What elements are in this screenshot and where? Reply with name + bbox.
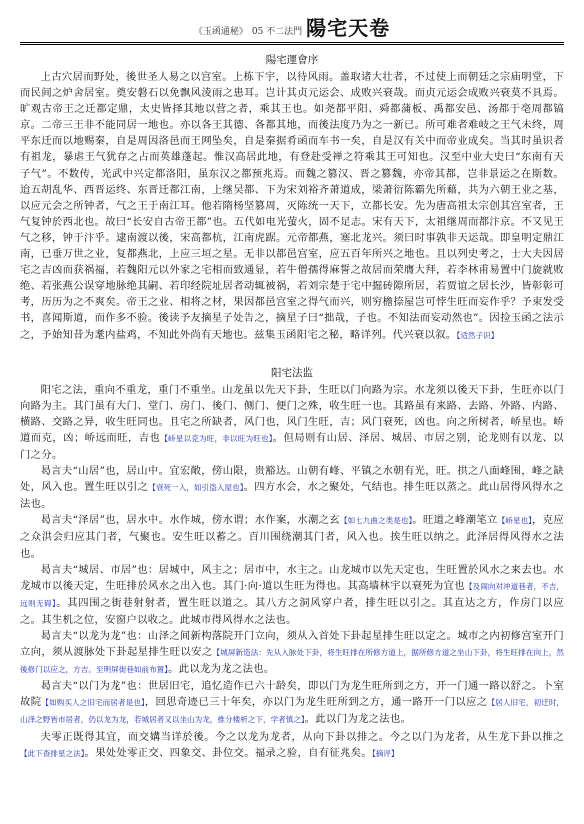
paragraph-text: ，克应之众洪会归应其门者，气聚也。安生旺以蓄之。百川围绕潮其门者，风入也。挨生旺以纳之。此泽居得风得水之法也。 [20,514,565,560]
header-rule [20,42,564,45]
page-title: 陽宅天卷 [306,16,391,40]
paragraph-text: 。其四围之街巷射射者，置生旺以道之。其八方之洞风穿户者，排生旺以引之。其直达之方，作房门以应之。其生机之位，安窗户以收之。此城市得风得水之法也。 [20,596,564,626]
section1-note: 【适然子识】 [456,330,499,340]
annotation-note: 【居人旧宅，初迁时，山泽之野皆市居者，仍以龙为龙，若城居者又以坐山为龙，推分楼析之下，学者慎之】 [20,698,565,725]
annotation-note: 【及闹向对冲道巷者，不吉，远则无碍】 [20,581,564,608]
paragraph-text: 阳宅之法，重向不重龙，重门不重坐。山龙虽以先天下卦，生旺以门向路为宗。水龙须以後天下卦，生旺亦以门向路为主。其门虽有大门、堂门、房门、後门、侧门、便门之殊，收生旺一也。其路虽有来路、去路、外路、内路、横路、交路之异，收生旺同也。且宅之所缺者，风门也，风门生旺，吉；风门衰死，凶也。向之所树者，峤星也。峤道而克，凶；峤远而旺，吉也 [20,383,564,444]
section2-paragraph-4 [20,562,564,628]
section2-paragraph-2 [20,463,564,512]
section2-paragraph-3 [20,512,564,561]
section2-paragraph-1 [20,382,564,463]
paragraph-text: 。旺道之峰潮笔立 [412,514,498,527]
book-name: 《玉函通秘》 [193,27,248,37]
page-header [20,0,564,42]
paragraph-text: 曷言夫“泽居”也，居水中。水作城，傍水谓；水作案，水潮之玄 [40,514,340,527]
annotation-note: 【此下查排星之法】 [20,748,85,758]
annotation-note: 【如七九曲之类是也】 [339,516,413,526]
paragraph-text: 曷言夫“以龙为龙”也：山泽之间新构落院开门立向，须从入首处下卦起星排生旺以定之。城市之内初修宫室开门立向，须从渡脉处下卦起星排生旺以安之 [20,630,564,659]
paragraph-text: 。果处处零正交、四象交、卦位交。福录之验，自有征兆矣。 [84,746,373,759]
section2-paragraph-6 [20,678,564,728]
paragraph-text: 。四方水会，水之聚处，气结也。排生旺以蒸之。此山居得风得水之法也。 [20,481,565,511]
section1-title: 陽宅運會序 [265,54,319,66]
section2-paragraph-5 [20,628,564,678]
paragraph-text: ，回思奇迹已三十年矣，亦以门为龙生旺所到之方，通一路开一门以应之 [144,696,488,709]
annotation-note: 【城屏新造法：先从入脉处下卦，将生旺排在所修方道上，据所修方道之坐山下卦，将生旺排在向上，然後修门以应之，方吉。至明屏街巷如前布置】 [20,648,564,675]
annotation-note: 【峤星以克为旺，非以旺为旺也】 [160,433,273,443]
annotation-note: 【摘评】 [372,748,399,758]
annotation-note: 【峤星也】 [497,516,533,526]
paragraph-text: 曷言夫“以门为龙”也：世居旧宅，追忆造作已六十龄矣，即以门为龙生旺所到之方，开一门通一路以舒之。卜室故院 [20,680,564,709]
annotation-note: 【衰死一入，如引盗入屋也】 [148,483,244,493]
section2-title: 阳宅法监 [271,366,313,379]
paragraph-text: 曷言夫“山居”也，居山中。宜宏敞，傍山限，贵豁达。山朝有峰、平镇之水朝有光，旺。拱之八面峰围，峰之缺处，风入也。置生旺以引之 [20,465,564,494]
paragraph-text: 。但局则有山居、泽居、城居、市居之别，论龙则有以龙、以门之分。 [20,431,564,461]
section2-paragraph-7 [20,729,564,762]
paragraph-text: 。此以门为龙之法也。 [304,713,412,726]
annotation-note: 【如购买人之旧宅而居者是也】 [41,698,145,708]
section1-body [20,69,564,344]
chapter-label: 05 不二法門 [251,27,303,37]
section1-text: 上古穴居而野处，後世圣人易之以宫室。上栋下宇，以待风雨。盖取诸大壮者，不过使上而朝廷之宗庙明堂，下而民间之炉舍居室。奠安磐石以免飘风淩雨之患耳。岂计其贞元运会、成败兴衰哉。而贞元运会成败兴衰莫不具焉。旷观古帝王之迁都定鼎，太史皆择其地以营之者，乘其王也。如尧都平阳、舜都蒲板、禹都安邑、汤都于亳周都镐京。二帝三王非不能同居一地也。亦以各王其德、各都其地，而後法度乃为之一新已。所可难者难岐之王气未终，周平东迁而以地赐秦，自是周因洛邑而王网坠矣，自是秦据肴函而车书一矣，自是汉有关中而帝业成矣。当其时虽识者有祖龙，暴虐王气犹存之占而英雄蓬起。惟汉高居此地，有登赴受禅之符乘其王可知也。汉至中业大史曰“东南有天子气”。不数传，光武中兴定都洛阳，虽东汉之都预兆焉。而魏之篡汉、晋之篡魏，亦帝其都，岂非景运之在斯数。迨五胡乱华、西晋运终、东晋迁都江南，上继吴都、下为宋刘裕齐萧道成，梁萧衍陈霸先所藉，共为六朝王业之基，以应元会之所钟者，气之王于南江耳。他若隋杨坚篡周，灭陈统一天下，立都长安。先为唐高祖太宗创其宫室者，王气复钟於西北也。故曰“长安自古帝王都”也。五代如电光萤火，固不足志。宋有天下，太祖继周而都汴京。不又见王气之移，钟于汴乎。逮南渡以後，宋高都杭，江南虎踞。元帝都燕，塞北龙兴。须曰时事孰非天运哉。即皇明定鼎江南，已垂万世之业，复都燕北，上应三垣之星。无非以都邑宫室，应五百年所兴之地也。且以列史考之，士大夫因居宅之吉凶而获祸福，若魏阳元以外家之宅相而致通显，若牛僧孺得麻誓之故居而荣膺大拜，若李林甫易置中门旋就败绝、若张燕公误穿地脉绝其嗣、若印经院址居者动辄被祸，若刘宗楚于宅中掘砖隙所居，若贾谊之居长沙，皆彰彰可考，历历为之不爽矣。帝王之业、相将之材，果因都邑宫室之得气而兴，则穷檐捺屋岂可悖生旺而妄作乎？予束发受书，喜闻斯道，而作多不验。後读予友摘星子处告之，摘星子曰“拙哉，子也。不知法而妄动然也”。因捡玉函之法示之，予始知昔为耄内盐鸡，不知此外尚有天地也。兹集玉函阳宅之秘，略详列。代兴衰以叙。 [20,71,564,341]
paragraph-text: 夫零正既得其宜，而交媾当详於後。今之以龙为龙者，从向下卦以排之。今之以门为龙者，从生龙下卦以推之 [40,730,564,743]
paragraph-text: 曷言夫“城居、市居”也：居城中，风主之；居市中，水主之。山龙城市以先天定也，生旺置於风水之来去也。水龙城市以後天定，生旺排於风水之出入也。其门·向·道以生旺为得也。其高墙林宇以衰死为宜也 [20,563,564,592]
paragraph-text: 。此以龙为龙之法也。 [168,663,275,676]
